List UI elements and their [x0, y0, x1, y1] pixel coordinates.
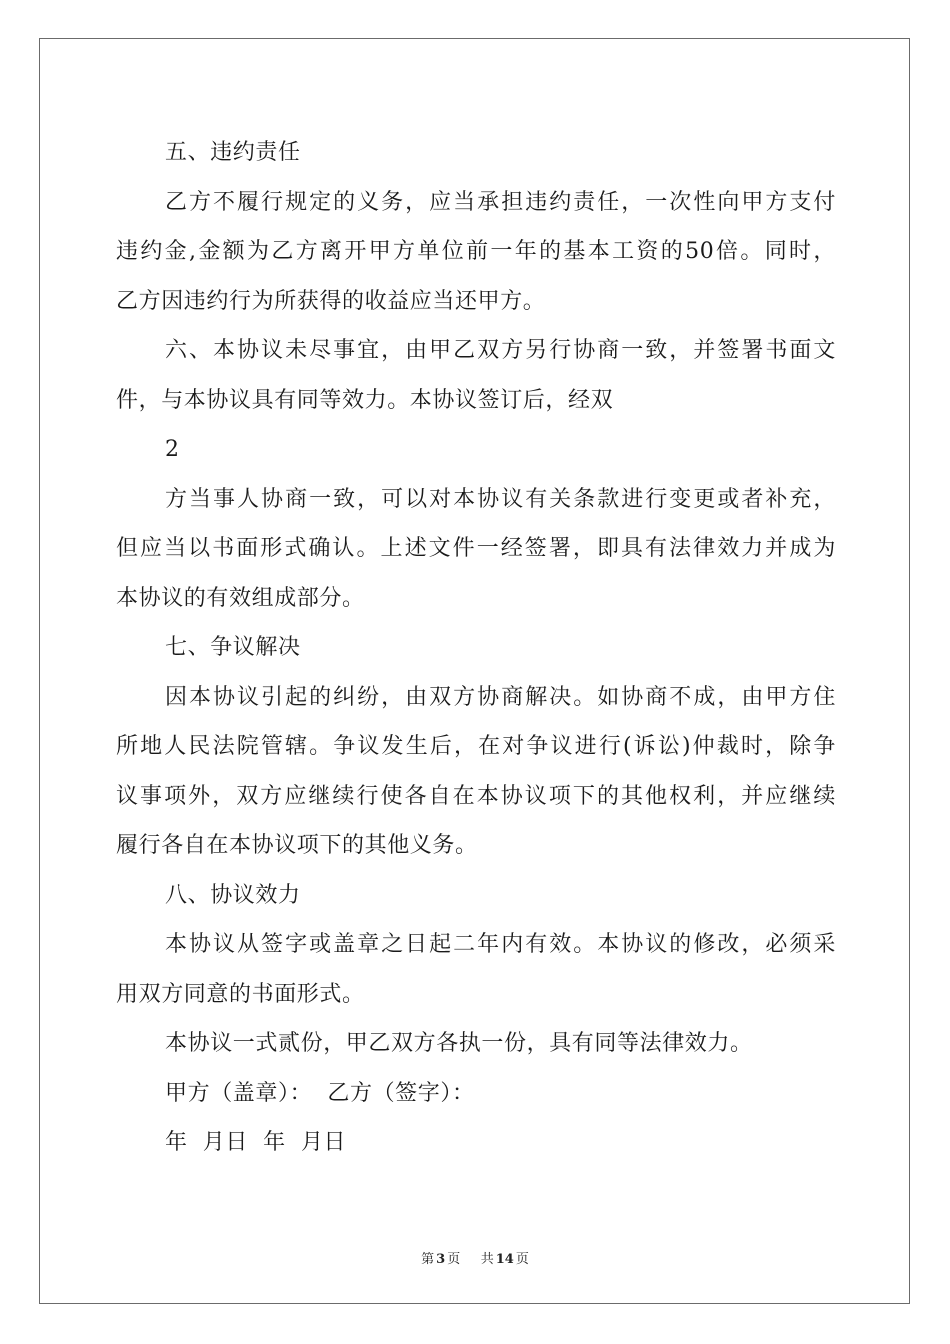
- paragraph-line: 本协议一式贰份，甲乙双方各执一份，具有同等法律效力。: [165, 1031, 753, 1056]
- section-heading: 八、协议效力: [165, 882, 301, 908]
- paragraph-line: 件，与本协议具有同等效力。本协议签订后，经双: [116, 387, 614, 413]
- page-number-inline: 2: [165, 437, 180, 462]
- section-heading: 五、违约责任: [165, 140, 301, 165]
- paragraph-line: 乙方因违约行为所获得的收益应当还甲方。: [116, 288, 546, 314]
- paragraph-line: 用双方同意的书面形式。: [116, 981, 365, 1007]
- footer-current-page: 3: [436, 1252, 446, 1267]
- paragraph-line: 所地人民法院管辖。争议发生后，在对争议进行(诉讼)仲裁时，除争: [116, 734, 836, 759]
- date-line: 年 月日 年 月日: [165, 1130, 347, 1155]
- footer-page-suffix: 页: [447, 1252, 461, 1267]
- footer-total-prefix: 共: [480, 1252, 494, 1267]
- footer-prefix: 第: [421, 1252, 435, 1267]
- page-footer: [0, 1248, 950, 1267]
- section-heading: 七、争议解决: [165, 635, 301, 660]
- document-body: [116, 128, 836, 1168]
- paragraph-line: 但应当以书面形式确认。上述文件一经签署，即具有法律效力并成为: [116, 536, 836, 561]
- paragraph-line: 六、本协议未尽事宜，由甲乙双方另行协商一致，并签署书面文: [165, 338, 836, 363]
- signature-line: 甲方（盖章）： 乙方（签字）：: [165, 1080, 475, 1106]
- paragraph-line: 履行各自在本协议项下的其他义务。: [116, 833, 478, 858]
- paragraph-line: 本协议从签字或盖章之日起二年内有效。本协议的修改，必须采: [165, 932, 836, 957]
- paragraph-line: 议事项外，双方应继续行使各自在本协议项下的其他权利，并应继续: [116, 783, 836, 809]
- paragraph-line: 乙方不履行规定的义务，应当承担违约责任，一次性向甲方支付: [165, 189, 836, 215]
- footer-total-suffix: 页: [515, 1252, 529, 1267]
- paragraph-line: 违约金,金额为乙方离开甲方单位前一年的基本工资的50倍。同时，: [116, 239, 836, 264]
- footer-total-pages: 14: [495, 1252, 514, 1267]
- paragraph-line: 因本协议引起的纠纷，由双方协商解决。如协商不成，由甲方住: [165, 684, 836, 710]
- paragraph-line: 本协议的有效组成部分。: [116, 585, 365, 611]
- paragraph-line: 方当事人协商一致，可以对本协议有关条款进行变更或者补充，: [165, 486, 836, 512]
